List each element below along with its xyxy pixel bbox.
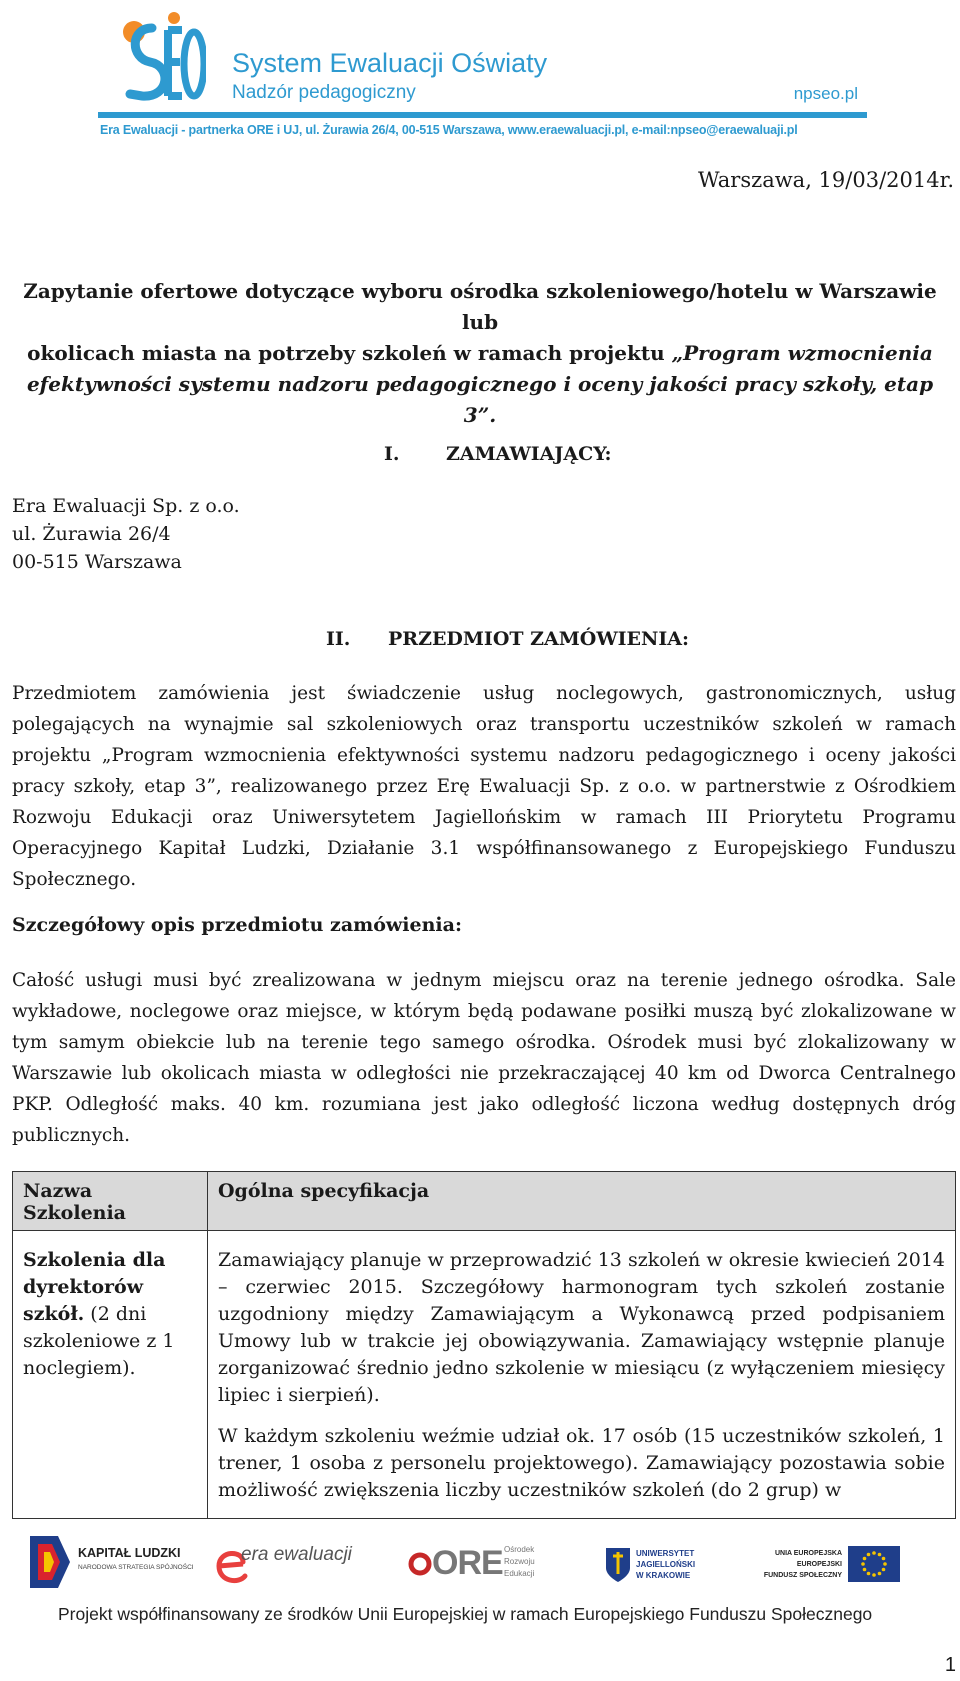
- document-date: Warszawa, 19/03/2014r.: [698, 168, 954, 192]
- training-spec-p2: W każdym szkoleniu weźmie udział ok. 17 osób (15 uczestników szkoleń, 1 trener, 1 osoba z personelu projektowego). Zamawiający pozostawia sobie możliwość zwiększenia liczby uczestników szkoleń (do 2 grup) w: [218, 1425, 945, 1501]
- era-ewaluacji-text: era ewaluacji: [241, 1544, 352, 1565]
- orderer-street: ul. Żurawia 26/4: [12, 523, 171, 545]
- section-2-label: PRZEDMIOT ZAMÓWIENIA:: [388, 628, 690, 650]
- eu-line-2: EUROPEJSKI: [796, 1561, 842, 1568]
- title-line-2: [12, 338, 948, 369]
- orderer-address: [12, 492, 240, 576]
- title-line-2-italic: „Program wzmocnienia: [671, 341, 933, 365]
- seo-logo: [122, 10, 206, 114]
- table-header-name: Nazwa Szkolenia: [13, 1172, 208, 1231]
- era-ewaluacji-logo: [213, 1540, 373, 1590]
- eu-flag-icon: [848, 1546, 900, 1582]
- kapital-ludzki-icon: [30, 1536, 70, 1588]
- eu-line-1: UNIA EUROPEJSKA: [774, 1550, 842, 1557]
- header-subtitle: Nadzór pedagogiczny: [232, 82, 416, 103]
- uj-line-3: W KRAKOWIE: [636, 1571, 691, 1580]
- table-header-spec: Ogólna specyfikacja: [208, 1172, 956, 1231]
- training-name-rest: (2 dni szkoleniowe z 1 noclegiem).: [23, 1303, 175, 1379]
- kl-title: KAPITAŁ LUDZKI: [78, 1546, 181, 1560]
- section-2-heading: [326, 628, 689, 650]
- uj-logo: [604, 1538, 714, 1594]
- kl-subtitle: NARODOWA STRATEGIA SPÓJNOŚCI: [78, 1564, 194, 1571]
- training-name-bold: Szkolenia dla dyrektorów szkół.: [23, 1249, 166, 1325]
- title-line-2-plain: okolicach miasta na potrzeby szkoleń w ramach projektu: [27, 341, 672, 365]
- training-name-cell: [13, 1231, 208, 1519]
- training-table: [12, 1171, 956, 1519]
- header-address-line: Era Ewaluacji - partnerka ORE i UJ, ul. Żurawia 26/4, 00-515 Warszawa, www.eraewaluacji.pl, e-mail:npseo@eraewaluaji.pl: [100, 123, 798, 137]
- header-site-link[interactable]: npseo.pl: [793, 84, 858, 103]
- ore-subtitle: [504, 1544, 535, 1580]
- uj-crest-icon: [604, 1544, 632, 1584]
- eu-logo: [762, 1544, 902, 1590]
- ore-sub-1: Ośrodek: [504, 1545, 535, 1554]
- uj-line-1: UNIWERSYTET: [636, 1549, 695, 1558]
- eu-line-3: FUNDUSZ SPOŁECZNY: [763, 1572, 842, 1579]
- eu-text: [762, 1548, 842, 1581]
- ore-sub-3: Edukacji: [504, 1569, 535, 1578]
- ore-icon: [408, 1552, 432, 1576]
- kapital-ludzki-logo: [30, 1534, 194, 1590]
- orderer-name: Era Ewaluacji Sp. z o.o.: [12, 495, 240, 517]
- page-number: 1: [944, 1654, 956, 1676]
- footer-cofinancing-text: Projekt współfinansowany ze środków Unii Europejskiej w ramach Europejskiego Funduszu Społecznego: [58, 1604, 873, 1624]
- ore-text: ORE: [432, 1544, 503, 1582]
- section-1-heading: [384, 443, 612, 465]
- header-title: System Ewaluacji Oświaty: [232, 48, 548, 78]
- orderer-city: 00-515 Warszawa: [12, 551, 182, 573]
- uj-line-2: JAGIELLOŃSKI: [636, 1560, 696, 1569]
- title-line-3: efektywności systemu nadzoru pedagogicznego i oceny jakości pracy szkoły, etap 3”.: [26, 372, 934, 427]
- detail-paragraph: Całość usługi musi być zrealizowana w jednym miejscu oraz na terenie jednego ośrodka. Sale wykładowe, noclegowe oraz miejsce, w którym będą podawane posiłki muszą być zlokalizowane w tym samym obiekcie lub na terenie tego samego ośrodka. Ośrodek musi być zlokalizowany w Warszawie lub okolicach miasta w odległości nie przekraczającej 40 km od Dworca Centralnego PKP. Odległość maks. 40 km. rozumiana jest jako odległość liczona według dostępnych dróg publicznych.: [12, 970, 956, 1146]
- training-spec-p1: Zamawiający planuje w przeprowadzić 13 szkoleń w okresie kwiecień 2014 – czerwiec 2015. Szczegółowy harmonogram tych szkoleń zostanie uzgodniony między Zamawiającym a Wykonawcą przed podpisaniem Umowy lub w trakcie jej obowiązywania. Zamawiający wstępnie planuje zorganizować średnio jedno szkolenie w miesiącu (z wyłączeniem miesięcy lipiec i sierpień).: [218, 1249, 945, 1406]
- subject-paragraph: Przedmiotem zamówienia jest świadczenie usług noclegowych, gastronomicznych, usług polegających na wynajmie sal szkoleniowych oraz transportu uczestników szkoleń w ramach projektu „Program wzmocnienia efektywności systemu nadzoru pedagogicznego i oceny jakości pracy szkoły, etap 3”, realizowanego przez Erę Ewaluacji Sp. z o.o. w partnerstwie z Ośrodkiem Rozwoju Edukacji oraz Uniwersytetem Jagiellońskim w ramach III Priorytetu Programu Operacyjnego Kapitał Ludzki, Działanie 3.1 współfinansowanego z Europejskiego Funduszu Społecznego.: [12, 683, 956, 890]
- table-header-row: [13, 1172, 956, 1231]
- ore-logo: [408, 1538, 543, 1592]
- section-1-number: I.: [384, 443, 400, 465]
- table-row: [13, 1231, 956, 1519]
- section-2-number: II.: [326, 628, 351, 650]
- ore-sub-2: Rozwoju: [504, 1557, 535, 1566]
- training-spec-cell: [208, 1231, 956, 1519]
- document-title: [12, 276, 948, 431]
- header-divider: [98, 112, 867, 118]
- section-1-label: ZAMAWIAJĄCY:: [446, 443, 612, 465]
- uj-text: [636, 1548, 695, 1581]
- title-line-1: Zapytanie ofertowe dotyczące wyboru ośrodka szkoleniowego/hotelu w Warszawie lub: [23, 279, 937, 334]
- detail-heading: Szczegółowy opis przedmiotu zamówienia:: [12, 914, 462, 936]
